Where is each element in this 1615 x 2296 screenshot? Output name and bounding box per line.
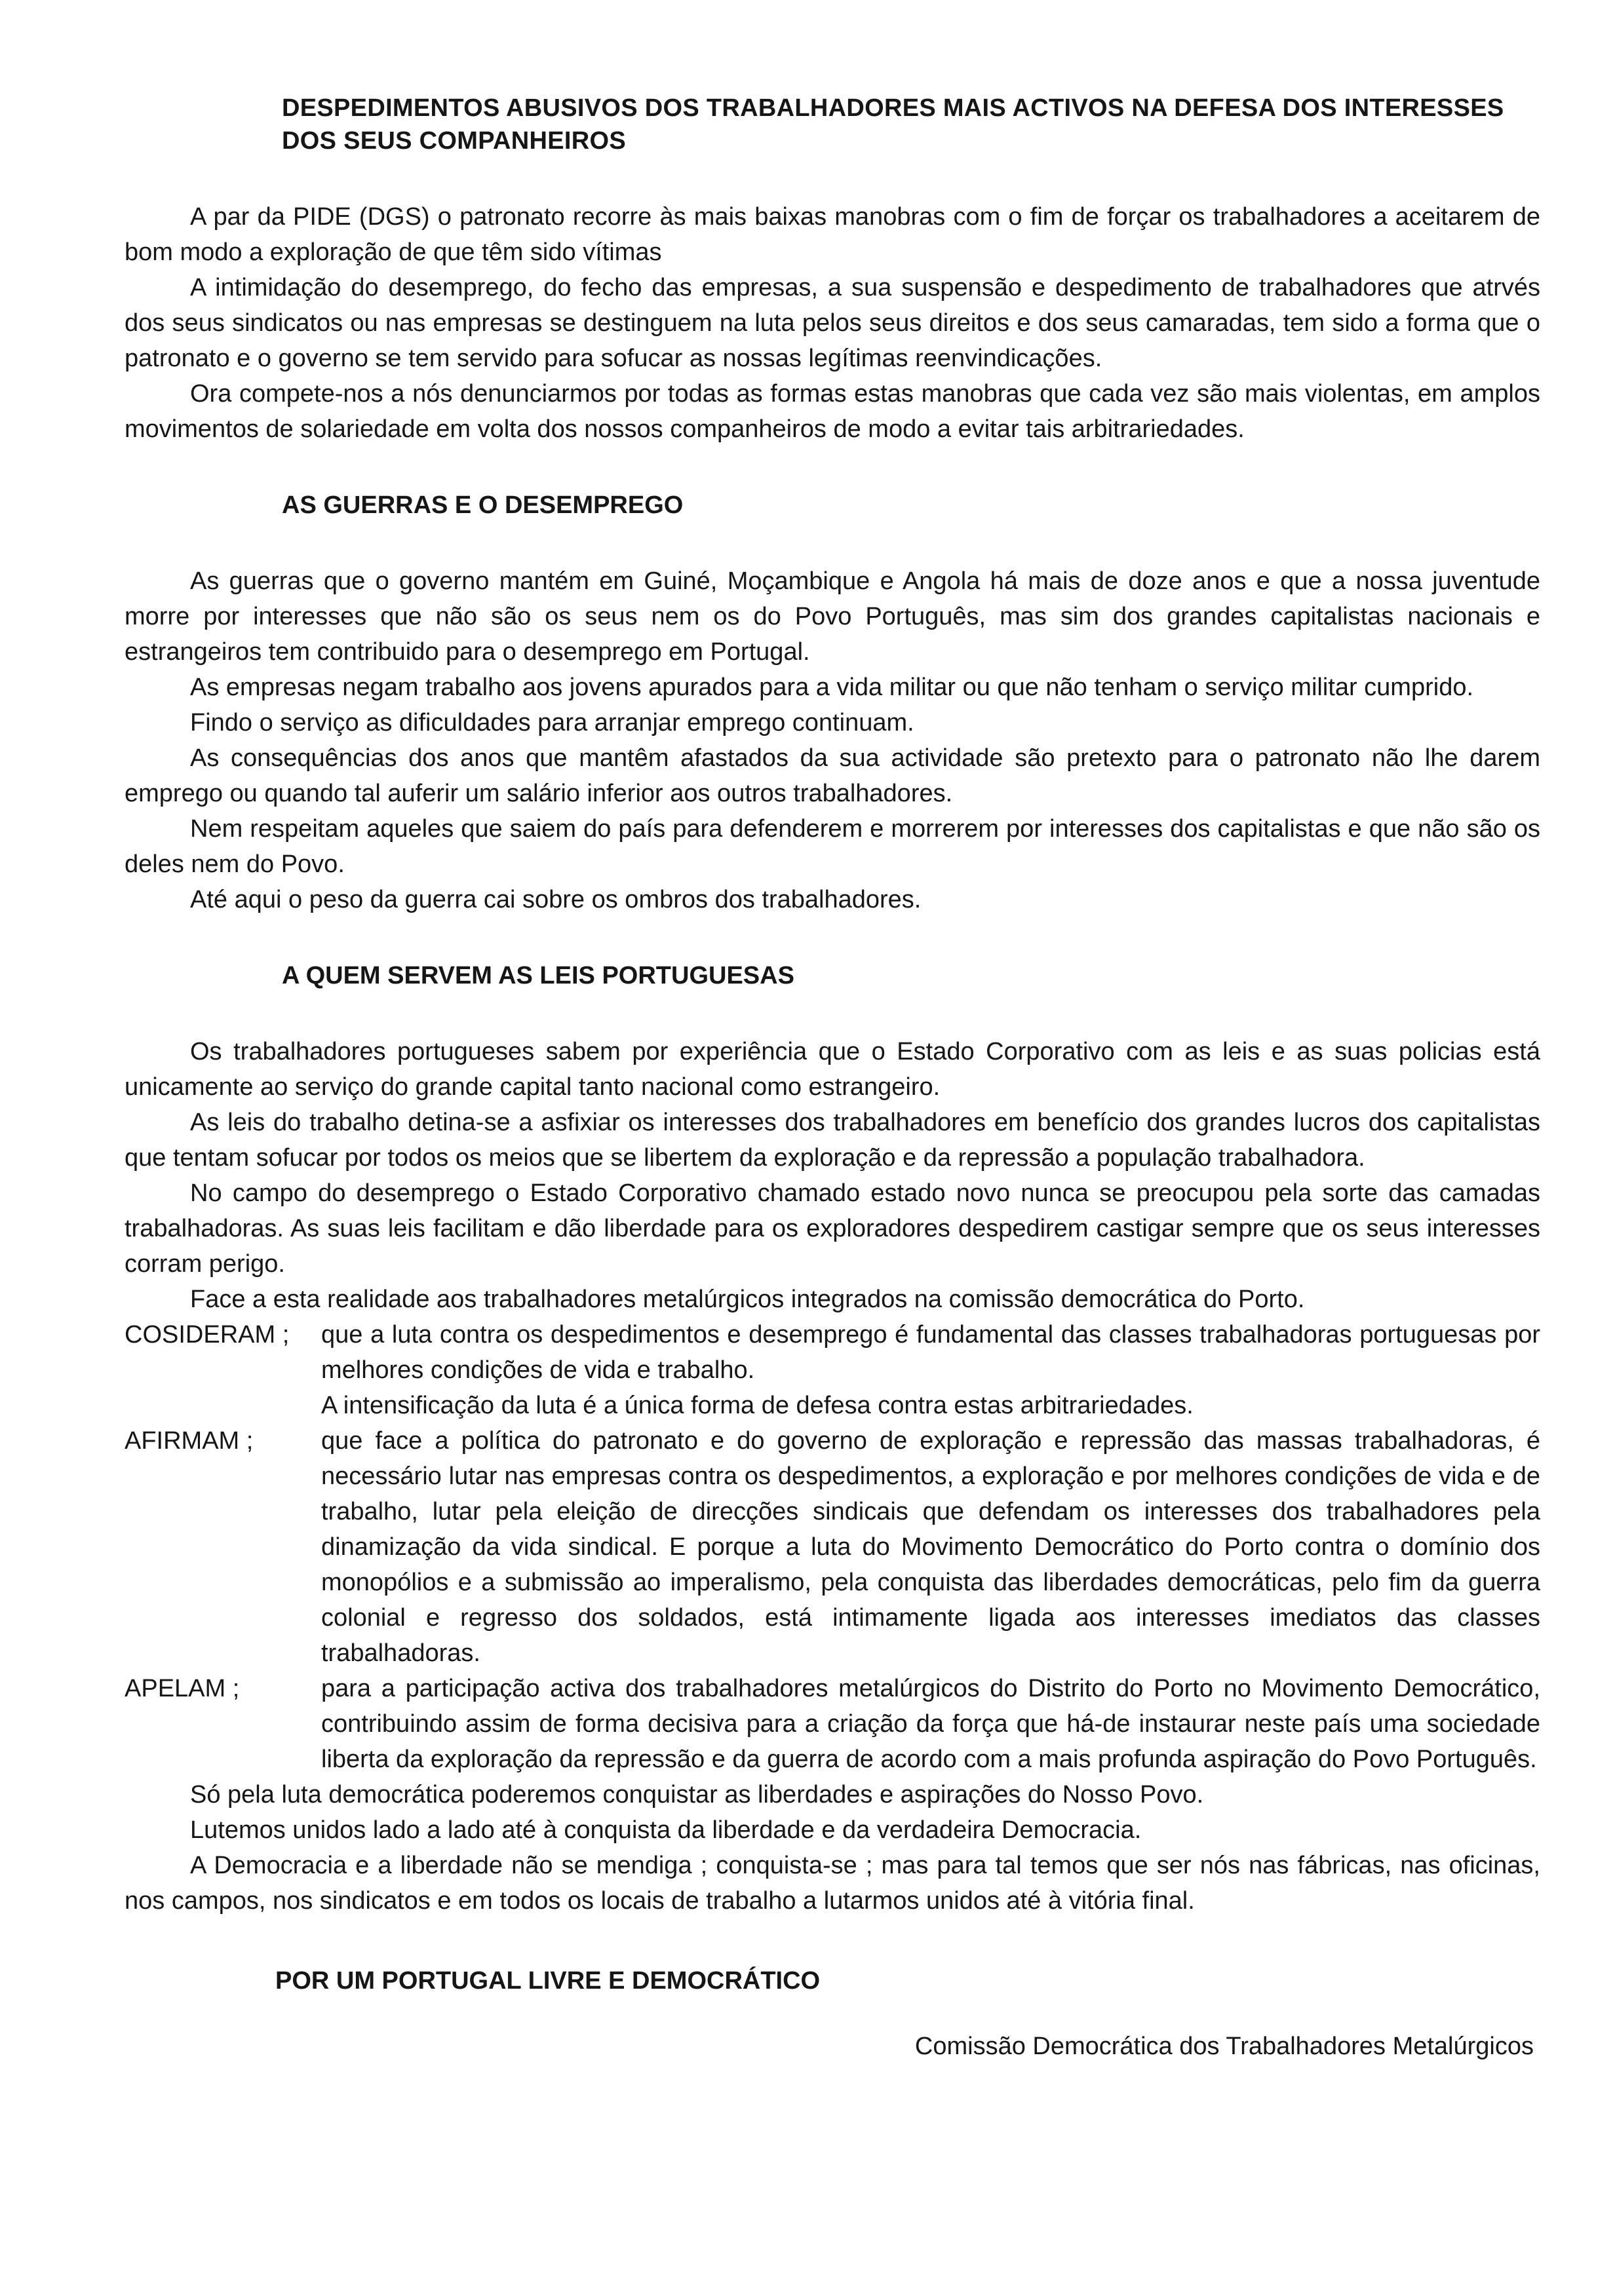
leaflet-page — [125, 92, 1540, 2063]
clause-text: para a participação activa dos trabalhadores metalúrgicos do Distrito do Porto no Movimento Democrático, contribuindo assim de forma decisiva para a criação da força que há-de instaurar neste país uma sociedade liberta da exploração da repressão e da guerra de acordo com a mais profunda aspiração do Povo Português. — [321, 1675, 1540, 1773]
resolution-clauses — [125, 1317, 1540, 1777]
laws-paragraph-1: Os trabalhadores portugueses sabem por experiência que o Estado Corporativo com as leis e as suas policias está unicamente ao serviço do grande capital tanto nacional como estrangeiro. — [125, 1038, 1540, 1101]
war-paragraph-3: Findo o serviço as dificuldades para arranjar emprego continuam. — [190, 709, 914, 737]
clause-text: A intensificação da luta é a única forma de defesa contra estas arbitrariedades. — [321, 1392, 1194, 1419]
slogan: POR UM PORTUGAL LIVRE E DEMOCRÁTICO — [275, 1967, 821, 1995]
war-paragraph-1: As guerras que o governo mantém em Guiné, Moçambique e Angola há mais de doze anos e que a nossa juventude morre por interesses que não são os seus nem os do Povo Português, mas sim dos grandes capitalistas nacionais e estrangeiros tem contribuido para o desemprego em Portugal. — [125, 567, 1540, 666]
intro-paragraph-2: A intimidação do desemprego, do fecho das empresas, a sua suspensão e despedimento de trabalhadores que atrvés dos seus sindicatos ou nas empresas se destinguem na luta pelos seus direitos e dos seus camaradas, tem sido a forma que o patronato e o governo se tem servido para sofucar as nossas legítimas reenvindicações. — [125, 274, 1540, 372]
clause-label: APELAM ; — [125, 1675, 240, 1702]
closing-section — [125, 1777, 1540, 1919]
closing-paragraph-2: Lutemos unidos lado a lado até à conquista da liberdade e da verdadeira Democracia. — [190, 1816, 1142, 1844]
war-paragraph-6: Até aqui o peso da guerra cai sobre os ombros dos trabalhadores. — [190, 886, 922, 913]
section-heading-war: AS GUERRAS E O DESEMPREGO — [282, 491, 684, 519]
closing-paragraph-3: A Democracia e a liberdade não se mendiga ; conquista-se ; mas para tal temos que ser nós nas fábricas, nas oficinas, nos campos, nos sindicatos e em todos os locais de trabalho a lutarmos unidos até à vitória final. — [125, 1852, 1540, 1915]
closing-paragraph-1: Só pela luta democrática poderemos conquistar as liberdades e aspirações do Nosso Povo. — [190, 1781, 1204, 1808]
clause-label: COSIDERAM ; — [125, 1321, 290, 1349]
clause-appeal — [125, 1671, 1540, 1777]
section-heading-laws: A QUEM SERVEM AS LEIS PORTUGUESAS — [282, 962, 794, 989]
laws-paragraph-3: No campo do desemprego o Estado Corporativo chamado estado novo nunca se preocupou pela sorte das camadas trabalhadoras. As suas leis facilitam e dão liberdade para os exploradores despedirem castigar sempre que os seus interesses corram perigo. — [125, 1179, 1540, 1278]
war-paragraph-4: As consequências dos anos que mantêm afastados da sua actividade são pretexto para o patronato não lhe darem emprego ou quando tal auferir um salário inferior aos outros trabalhadores. — [125, 744, 1540, 807]
signature: Comissão Democrática dos Trabalhadores Metalúrgicos — [914, 2033, 1534, 2060]
clause-text: que a luta contra os despedimentos e desemprego é fundamental das classes trabalhadoras portuguesas por melhores condições de vida e trabalho. — [321, 1321, 1540, 1384]
laws-section — [125, 959, 1540, 1317]
document-title: DESPEDIMENTOS ABUSIVOS DOS TRABALHADORES MAIS ACTIVOS NA DEFESA DOS INTERESSES DOS SEUS COMPANHEIROS — [282, 94, 1504, 155]
war-paragraph-5: Nem respeitam aqueles que saiem do país para defenderem e morrerem por interesses dos capitalistas e que não são os deles nem do Povo. — [125, 815, 1540, 878]
intro-paragraph-3: Ora compete-nos a nós denunciarmos por todas as formas estas manobras que cada vez são mais violentas, em amplos movimentos de solariedade em volta dos nossos companheiros de modo a evitar tais arbitrariedades. — [125, 380, 1540, 443]
clause-consider — [125, 1317, 1540, 1423]
war-paragraph-2: As empresas negam trabalho aos jovens apurados para a vida militar ou que não tenham o serviço militar cumprido. — [190, 674, 1474, 701]
clause-text: que face a política do patronato e do governo de exploração e repressão das massas trabalhadoras, é necessário lutar nas empresas contra os despedimentos, a exploração e por melhores condições de vida e de trabalho, lutar pela eleição de direcções sindicais que defendam os interesses dos trabalhadores pela dinamização da vida sindical. E porque a luta do Movimento Democrático do Porto contra o domínio dos monopólios e a submissão ao imperalismo, pela conquista das liberdades democráticas, pelo fim da guerra colonial e regresso dos soldados, está intimamente ligada aos interesses imediatos das classes trabalhadoras. — [321, 1427, 1540, 1667]
laws-paragraph-2: As leis do trabalho detina-se a asfixiar os interesses dos trabalhadores em benefício dos grandes lucros dos capitalistas que tentam sofucar por todos os meios que se libertem da exploração e da repressão a população trabalhadora. — [125, 1109, 1540, 1172]
clause-label: AFIRMAM ; — [125, 1427, 254, 1455]
clause-affirm — [125, 1423, 1540, 1671]
intro-section — [125, 199, 1540, 447]
laws-paragraph-4: Face a esta realidade aos trabalhadores metalúrgicos integrados na comissão democrática do Porto. — [190, 1286, 1305, 1313]
intro-paragraph-1: A par da PIDE (DGS) o patronato recorre às mais baixas manobras com o fim de forçar os trabalhadores a aceitarem de bom modo a exploração de que têm sido vítimas — [125, 203, 1540, 266]
war-section — [125, 489, 1540, 917]
